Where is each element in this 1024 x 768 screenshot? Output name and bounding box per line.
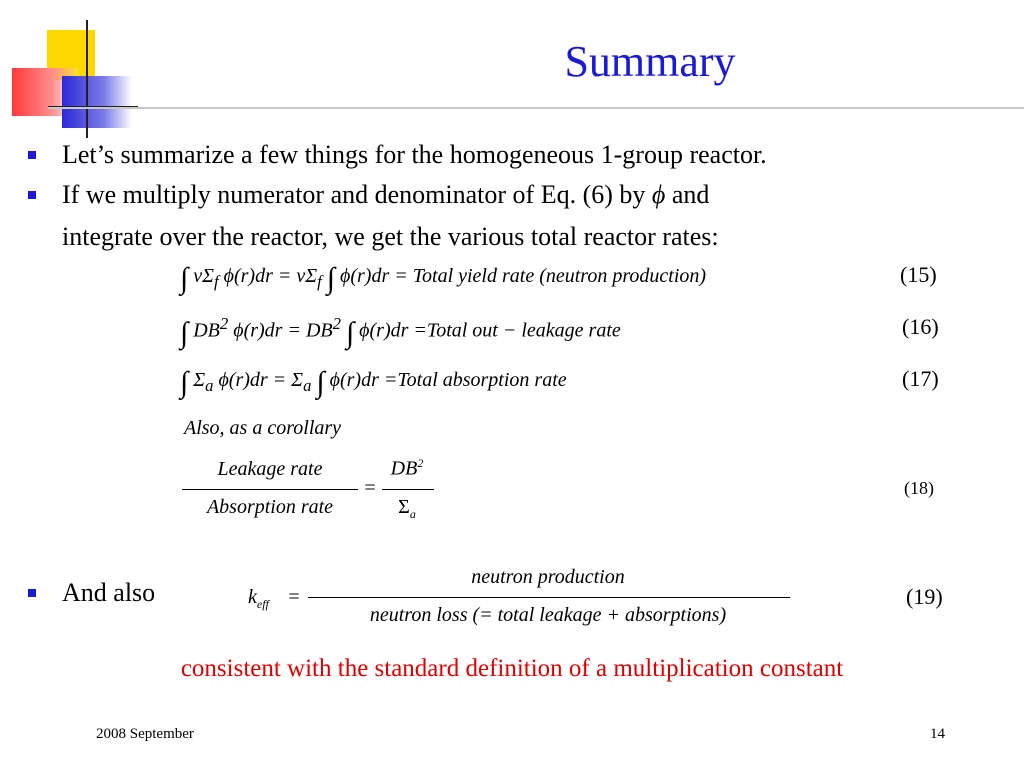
integral-sign: ∫: [326, 262, 335, 295]
eq-subscript: eff: [256, 597, 269, 611]
eq19-fraction-bar: [308, 597, 790, 598]
bullet-text: integrate over the reactor, we get the various total reactor rates:: [62, 222, 719, 251]
eq-term: DB: [193, 319, 220, 342]
eq-subscript: a: [205, 376, 214, 395]
footer-date: 2008 September: [96, 726, 194, 742]
eq19-numerator: neutron production: [471, 566, 625, 588]
corollary-text: Also, as a corollary: [184, 417, 342, 439]
equation-number-15: (15): [900, 262, 937, 287]
eq18-right-numerator: [380, 456, 434, 481]
eq-subscript: f: [213, 272, 219, 291]
bullet-text: Let’s summarize a few things for the homogeneous 1-group reactor.: [62, 140, 767, 169]
eq18-left-denominator: Absorption rate: [206, 496, 334, 518]
eq18-equals: =: [364, 477, 376, 499]
bullet-text: And also: [62, 578, 156, 607]
eq-term: ϕ(r)dr =Total absorption rate: [329, 369, 567, 391]
integral-sign: ∫: [345, 316, 355, 350]
equation-16: [180, 314, 621, 351]
integral-sign: ∫: [180, 366, 189, 399]
equation-number-18: (18): [904, 478, 934, 498]
footer-page-number: 14: [930, 726, 945, 742]
eq-term: ϕ(r)dr = νΣ: [223, 265, 318, 287]
equation-number-17: (17): [902, 366, 939, 391]
eq-term: DB: [390, 457, 418, 480]
eq-term: ϕ(r)dr = Σ: [218, 369, 304, 391]
bullet-marker: [28, 151, 36, 159]
eq-superscript: 2: [417, 456, 424, 470]
bullet-marker: [28, 589, 36, 597]
eq-term: Σ: [398, 496, 410, 518]
bullet-text-part: and: [671, 180, 710, 209]
eq-term: νΣ: [193, 265, 214, 287]
eq18-left-fraction-bar: [182, 489, 358, 490]
page-title: Summary: [564, 37, 736, 86]
title-divider: [48, 107, 1024, 109]
equation-15: [180, 262, 706, 296]
conclusion-text: consistent with the standard definition of a multiplication constant: [180, 655, 844, 682]
eq-subscript: a: [409, 507, 416, 521]
integral-sign: ∫: [180, 262, 189, 295]
bullet-text: [62, 176, 709, 214]
bullet-marker: [28, 191, 36, 199]
eq-term: k: [248, 586, 257, 608]
eq18-right-denominator: [380, 496, 434, 522]
phi-symbol: ϕ: [651, 180, 666, 209]
eq-superscript: 2: [219, 314, 229, 333]
equation-17: [180, 366, 567, 400]
eq-term: Σ: [193, 369, 206, 391]
eq-subscript: f: [317, 272, 322, 291]
deco-blue-square: [62, 76, 132, 128]
eq18-right-fraction-bar: [382, 489, 434, 490]
deco-vertical-line: [86, 20, 88, 138]
integral-sign: ∫: [316, 366, 325, 399]
eq-superscript: 2: [332, 314, 341, 333]
equation-number-16: (16): [902, 314, 939, 339]
eq19-k: [248, 586, 269, 612]
eq-term: ϕ(r)dr = Total yield rate (neutron production): [339, 265, 707, 287]
equation-number-19: (19): [906, 584, 943, 609]
eq19-equals: =: [288, 586, 300, 608]
corner-decoration: [0, 0, 150, 140]
integral-sign: ∫: [180, 316, 189, 350]
eq-term: ϕ(r)dr =Total out − leakage rate: [359, 319, 621, 342]
eq-subscript: a: [303, 376, 312, 395]
eq-term: ϕ(r)dr = DB: [233, 319, 333, 342]
bullet-text-part: If we multiply numerator and denominator of Eq. (6) by: [62, 180, 646, 209]
eq18-left-numerator: Leakage rate: [217, 458, 323, 480]
eq19-denominator: neutron loss (= total leakage + absorptions): [369, 604, 727, 626]
